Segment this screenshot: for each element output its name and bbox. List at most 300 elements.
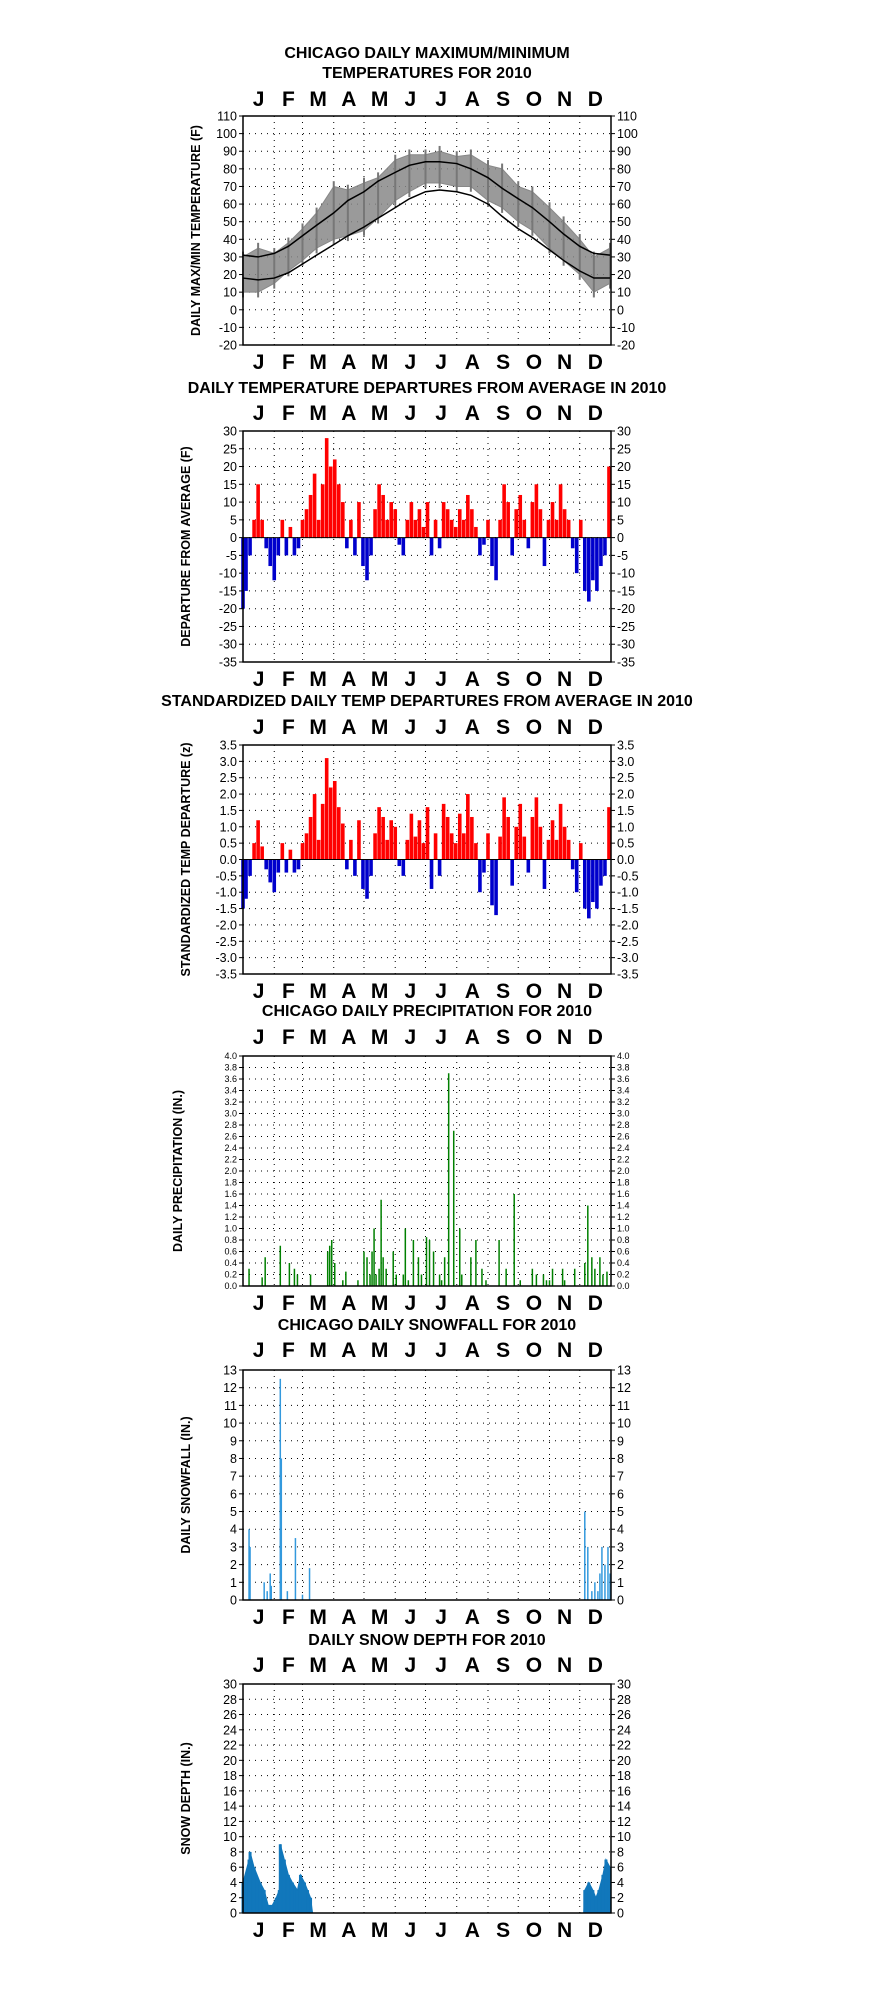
precip-bar (280, 1246, 282, 1286)
standardized-bar (563, 827, 567, 860)
precip-bar (373, 1229, 375, 1287)
ytick-label-right: 6 (617, 1487, 624, 1502)
ytick-label-right: 25 (617, 442, 631, 457)
standardized-bar (522, 837, 526, 860)
month-label-top: A (341, 88, 357, 111)
month-label-top: S (496, 1026, 511, 1049)
ytick-label-right: 100 (617, 127, 638, 142)
standardized-bar (518, 804, 522, 860)
month-label-top: M (370, 88, 389, 111)
ytick-label-left: 1.0 (219, 820, 237, 835)
ytick-label-right: 30 (617, 1677, 631, 1692)
departures-bar (607, 467, 611, 538)
precip-bar (345, 1272, 347, 1286)
ytick-label-right: 50 (617, 215, 631, 230)
departures-bar (264, 538, 268, 549)
departures-bar (599, 538, 603, 566)
month-label-bottom: O (525, 668, 543, 691)
ytick-label-right: 2.6 (617, 1131, 630, 1142)
precip-bar (520, 1280, 522, 1286)
departures-bar (426, 502, 430, 538)
departures-bar (377, 484, 381, 537)
departures-bar (244, 538, 248, 591)
chart-snowfall (179, 1317, 631, 1629)
ytick-label-right: 16 (617, 1784, 631, 1799)
month-label-bottom: F (281, 1919, 295, 1942)
standardized-bar (494, 860, 498, 916)
month-label-bottom: F (281, 668, 295, 691)
month-label-bottom: M (370, 980, 389, 1003)
standardized-bar (591, 860, 595, 903)
ytick-label-right: 0.6 (617, 1246, 630, 1257)
departures-bar (357, 502, 361, 538)
month-label-top: D (587, 1026, 603, 1049)
snowfall-bar (249, 1547, 251, 1600)
standardized-bar (289, 850, 293, 860)
departures-bar (579, 520, 583, 538)
departures-bar (551, 502, 555, 538)
ytick-label-right: 20 (617, 1753, 631, 1768)
precip-bar (441, 1280, 443, 1286)
departures-bar (333, 459, 337, 537)
month-label-top: O (525, 1339, 543, 1362)
ytick-label-right: 3.4 (617, 1085, 630, 1096)
departures-bar (506, 502, 510, 538)
ytick-label-right: 3.8 (617, 1062, 630, 1073)
standardized-bar (490, 860, 494, 906)
month-label-top: M (309, 1026, 327, 1049)
standardized-bar (603, 860, 607, 876)
ytick-label-right: 1.8 (617, 1177, 630, 1188)
precip-bar (395, 1275, 397, 1287)
ytick-label-left: 0 (230, 531, 237, 546)
ytick-label-right: -2.0 (617, 918, 639, 933)
precip-bar (587, 1206, 589, 1287)
month-label-bottom: D (587, 980, 603, 1003)
departures-bar (490, 538, 494, 566)
departures-bar (353, 538, 357, 556)
month-label-bottom: O (525, 980, 543, 1003)
standardized-bar (567, 840, 571, 860)
ytick-label-left: 25 (223, 442, 237, 457)
precip-bar (532, 1269, 534, 1286)
snowfall-bar (287, 1591, 289, 1600)
departures-bar (369, 538, 373, 556)
month-label-top: J (435, 402, 447, 425)
ytick-label-left: 20 (223, 268, 237, 283)
month-label-bottom: D (587, 1292, 603, 1315)
month-label-top: M (370, 1654, 389, 1677)
ytick-label-left: 10 (223, 1416, 237, 1431)
ytick-label-right: -1.0 (617, 885, 639, 900)
departures-bar (438, 538, 442, 549)
departures-bar (514, 509, 518, 537)
ytick-label-right: -15 (617, 584, 636, 599)
precip-bar (382, 1257, 384, 1286)
ytick-label-left: 10 (223, 495, 237, 510)
month-label-top: J (404, 1339, 417, 1362)
standardized-bar (506, 817, 510, 860)
ytick-label-right: 18 (617, 1769, 631, 1784)
precip-bar (413, 1240, 415, 1286)
ytick-label-left: 50 (223, 215, 237, 230)
y-axis-label: DAILY MAX/MIN TEMPERATURE (F) (189, 125, 203, 336)
standardized-bar (353, 860, 357, 876)
precip-bar (461, 1275, 463, 1287)
snowfall-bar (263, 1582, 265, 1600)
ytick-label-left: 3.6 (224, 1074, 237, 1085)
standardized-bar (474, 843, 478, 859)
standardized-bar (535, 797, 539, 859)
precip-bar (448, 1073, 450, 1286)
ytick-label-right: 0.5 (617, 836, 635, 851)
precip-bar (363, 1252, 365, 1287)
standardized-bar (361, 860, 365, 889)
standardized-bar (285, 860, 289, 873)
month-label-top: S (496, 1654, 511, 1677)
precip-bar (385, 1269, 387, 1286)
chart-standardized (161, 693, 693, 1003)
ytick-label-left: 2.4 (224, 1143, 237, 1154)
month-label-bottom: J (252, 1292, 265, 1315)
chart-title: STANDARDIZED DAILY TEMP DEPARTURES FROM AVERAGE IN 2010 (161, 693, 693, 710)
month-label-bottom: N (557, 351, 573, 374)
standardized-bar (531, 817, 535, 860)
month-label-top: M (309, 402, 327, 425)
ytick-label-right: 13 (617, 1363, 631, 1378)
month-label-bottom: N (557, 980, 573, 1003)
departures-bar (281, 520, 285, 538)
ytick-label-left: 30 (223, 424, 237, 439)
snowfall-bar (281, 1458, 283, 1600)
departures-bar (442, 502, 446, 538)
chart-precip (171, 1003, 630, 1315)
y-axis-label: STANDARDIZED TEMP DEPARTURE (z) (179, 742, 193, 977)
ytick-label-right: 0.8 (617, 1235, 630, 1246)
departures-bar (329, 467, 333, 538)
ytick-label-right: 5 (617, 513, 624, 528)
month-label-bottom: J (404, 1606, 417, 1629)
month-label-bottom: O (525, 351, 543, 374)
standardized-bar (389, 820, 393, 859)
departures-bar (531, 502, 535, 538)
standardized-bar (595, 860, 599, 909)
precip-bar (481, 1269, 483, 1286)
month-label-top: D (587, 1339, 603, 1362)
standardized-bar (248, 860, 252, 876)
standardized-bar (272, 860, 276, 893)
ytick-label-left: -20 (218, 602, 237, 617)
ytick-label-left: -35 (218, 655, 237, 670)
standardized-bar (293, 860, 297, 873)
month-label-top: A (341, 1026, 357, 1049)
month-label-top: M (370, 402, 389, 425)
precip-bar (392, 1252, 394, 1287)
ytick-label-right: 9 (617, 1434, 624, 1449)
precip-bar (584, 1263, 586, 1286)
precip-bar (453, 1131, 455, 1286)
month-label-top: J (252, 402, 265, 425)
snowfall-bar (302, 1595, 304, 1600)
month-label-top: D (587, 88, 603, 111)
standardized-bar (313, 794, 317, 859)
ytick-label-left: 16 (223, 1784, 237, 1799)
precip-bar (459, 1229, 461, 1287)
month-label-top: J (404, 716, 417, 739)
grid (243, 1684, 611, 1913)
month-label-bottom: J (404, 351, 417, 374)
ytick-label-left: 1 (230, 1575, 237, 1590)
snowfall-bar (266, 1591, 268, 1600)
month-label-top: A (341, 716, 357, 739)
departures-bar (268, 538, 272, 566)
month-label-bottom: N (557, 1606, 573, 1629)
precip-bar (327, 1252, 329, 1287)
departures-bar (434, 520, 438, 538)
departures-bar (430, 538, 434, 556)
precip-bar (366, 1257, 368, 1286)
snowfall-bar (597, 1591, 599, 1600)
ytick-label-right: 2.0 (617, 787, 635, 802)
standardized-bar (244, 860, 248, 899)
ytick-label-right: 1 (617, 1575, 624, 1590)
snowfall-bar (594, 1582, 596, 1600)
ytick-label-right: 3.6 (617, 1074, 630, 1085)
standardized-bar (357, 820, 361, 859)
month-label-bottom: J (435, 1919, 447, 1942)
ytick-label-right: 3 (617, 1540, 624, 1555)
month-label-top: F (281, 1026, 295, 1049)
chart-snowdepth (179, 1632, 631, 1942)
y-axis-label: SNOW DEPTH (IN.) (179, 1742, 193, 1855)
ytick-label-left: 60 (223, 197, 237, 212)
month-label-top: M (309, 1339, 327, 1362)
standardized-bar (478, 860, 482, 893)
standardized-bar (418, 820, 422, 859)
ytick-label-left: 1.4 (224, 1200, 237, 1211)
standardized-bar (539, 827, 543, 860)
ytick-label-right: 10 (617, 285, 631, 300)
month-label-bottom: M (309, 668, 327, 691)
precip-bar (513, 1194, 515, 1286)
standardized-bar (438, 860, 442, 876)
ytick-label-left: 70 (223, 179, 237, 194)
month-label-top: J (252, 88, 265, 111)
ytick-label-left: 2.2 (224, 1154, 237, 1165)
month-label-top: D (587, 402, 603, 425)
ytick-label-right: 12 (617, 1814, 631, 1829)
ytick-label-right: -25 (617, 619, 636, 634)
standardized-bar (337, 807, 341, 859)
standardized-bar (402, 860, 406, 876)
standardized-bar (454, 843, 458, 859)
ytick-label-left: -10 (218, 320, 237, 335)
ytick-label-right: 2 (617, 1891, 624, 1906)
precip-bar (342, 1280, 344, 1286)
ytick-label-left: -3.5 (215, 967, 237, 982)
month-label-top: F (281, 88, 295, 111)
precip-bar (408, 1280, 410, 1286)
temp-range-band (243, 151, 610, 292)
standardized-bar (260, 846, 264, 859)
departures-bar (422, 527, 426, 538)
month-label-bottom: J (435, 980, 447, 1003)
ytick-label-right: 30 (617, 250, 631, 265)
standardized-bar (583, 860, 587, 909)
ytick-label-right: 10 (617, 495, 631, 510)
ytick-label-right: -3.5 (617, 967, 639, 982)
ytick-label-right: 3.0 (617, 754, 635, 769)
chart-title: CHICAGO DAILY SNOWFALL FOR 2010 (277, 1317, 577, 1334)
month-label-bottom: F (281, 351, 295, 374)
ytick-label-right: 2.2 (617, 1154, 630, 1165)
ytick-label-right: 0.4 (617, 1258, 630, 1269)
month-label-bottom: A (464, 1606, 480, 1629)
precip-bar (294, 1269, 296, 1286)
standardized-bar (276, 860, 280, 873)
ytick-label-left: 12 (223, 1814, 237, 1829)
chart-title: DAILY SNOW DEPTH FOR 2010 (308, 1632, 546, 1649)
standardized-bar (309, 817, 313, 860)
ytick-label-left: 5 (230, 1505, 237, 1520)
departures-bar (591, 538, 595, 581)
month-label-top: M (370, 716, 389, 739)
departures-bar (305, 509, 309, 537)
departures-bar (587, 538, 591, 602)
ytick-label-right: 4 (617, 1522, 624, 1537)
ytick-label-right: 2.0 (617, 1166, 630, 1177)
precip-bar (546, 1280, 548, 1286)
ytick-label-left: 2.0 (224, 1166, 237, 1177)
month-label-bottom: O (525, 1919, 543, 1942)
standardized-bar (543, 860, 547, 889)
standardized-bar (571, 860, 575, 870)
month-label-bottom: A (464, 1292, 480, 1315)
departures-bar (567, 520, 571, 538)
month-label-top: F (281, 716, 295, 739)
month-label-bottom: M (309, 351, 327, 374)
month-label-bottom: O (525, 1292, 543, 1315)
chart-title: CHICAGO DAILY MAXIMUM/MINIMUM (284, 45, 570, 62)
standardized-bar (462, 833, 466, 859)
ytick-label-right: 3.0 (617, 1108, 630, 1119)
departures-bar (309, 495, 313, 538)
precip-bar (331, 1240, 333, 1286)
ytick-label-right: -30 (617, 637, 636, 652)
ytick-label-right: 14 (617, 1799, 631, 1814)
standardized-bar (575, 860, 579, 893)
month-label-bottom: J (252, 980, 265, 1003)
ytick-label-right: 15 (617, 477, 631, 492)
month-label-bottom: M (309, 1919, 327, 1942)
precip-bar (498, 1240, 500, 1286)
standardized-bar (268, 860, 272, 883)
standardized-bar (607, 807, 611, 859)
ytick-label-right: -0.5 (617, 869, 639, 884)
month-label-bottom: A (464, 668, 480, 691)
departures-bar (510, 538, 514, 556)
ytick-label-left: -3.0 (215, 951, 237, 966)
standardized-bar (369, 860, 373, 876)
departures-bar (522, 520, 526, 538)
month-label-top: N (557, 402, 573, 425)
ytick-label-left: 40 (223, 232, 237, 247)
departures-bar (381, 495, 385, 538)
precip-bar (591, 1257, 593, 1286)
departures-bar (397, 538, 401, 545)
standardized-bar (377, 807, 381, 859)
ytick-label-left: 8 (230, 1845, 237, 1860)
ytick-label-left: 0 (230, 1593, 237, 1608)
standardized-bar (325, 758, 329, 859)
departures-bar (297, 538, 301, 549)
ytick-label-left: 20 (223, 460, 237, 475)
departures-bar (317, 520, 321, 538)
standardized-bar (333, 781, 337, 860)
standardized-bar (482, 860, 486, 873)
ytick-label-right: 26 (617, 1708, 631, 1723)
ytick-label-left: 13 (223, 1363, 237, 1378)
standardized-bar (365, 860, 369, 899)
ytick-label-right: -20 (617, 602, 636, 617)
month-label-bottom: D (587, 1919, 603, 1942)
precip-bar (444, 1257, 446, 1286)
ytick-label-left: 80 (223, 162, 237, 177)
precip-bar (505, 1269, 507, 1286)
standardized-bar (547, 840, 551, 860)
ytick-label-right: 90 (617, 144, 631, 159)
month-label-bottom: S (496, 1919, 511, 1942)
month-label-top: O (525, 716, 543, 739)
y-axis-label: DAILY SNOWFALL (IN.) (179, 1416, 193, 1554)
ytick-label-right: -35 (617, 655, 636, 670)
month-label-top: S (496, 1339, 511, 1362)
ytick-label-right: 3.2 (617, 1097, 630, 1108)
month-label-bottom: A (341, 1606, 357, 1629)
ytick-label-left: 0.8 (224, 1235, 237, 1246)
departures-bar (547, 520, 551, 538)
month-label-bottom: D (587, 351, 603, 374)
snowfall-bar (601, 1547, 603, 1600)
y-axis-label: DAILY PRECIPITATION (IN.) (171, 1089, 185, 1253)
month-label-bottom: J (404, 668, 417, 691)
ytick-label-left: 0.0 (219, 853, 237, 867)
plot-frame (243, 1370, 611, 1600)
ytick-label-right: 8 (617, 1845, 624, 1860)
month-label-bottom: A (341, 1292, 357, 1315)
ytick-label-left: -1.5 (215, 902, 237, 917)
data-marks (243, 1844, 610, 1913)
ytick-label-left: 2.6 (224, 1131, 237, 1142)
departures-bar (478, 538, 482, 556)
ytick-label-left: 24 (223, 1723, 237, 1738)
month-label-bottom: A (464, 351, 480, 374)
ytick-label-left: 2 (230, 1558, 237, 1573)
ytick-label-left: 1.6 (224, 1189, 237, 1200)
ytick-label-left: 0.2 (224, 1269, 237, 1280)
standardized-bar (406, 840, 410, 860)
ytick-label-left: 30 (223, 250, 237, 265)
ytick-label-left: -2.5 (215, 934, 237, 949)
standardized-bar (264, 860, 268, 870)
ytick-label-right: 40 (617, 232, 631, 247)
departures-bar (272, 538, 276, 581)
departures-bar (252, 520, 256, 538)
ytick-label-right: 22 (617, 1738, 631, 1753)
standardized-bar (422, 843, 426, 859)
standardized-bar (385, 840, 389, 860)
standardized-bar (305, 833, 309, 859)
